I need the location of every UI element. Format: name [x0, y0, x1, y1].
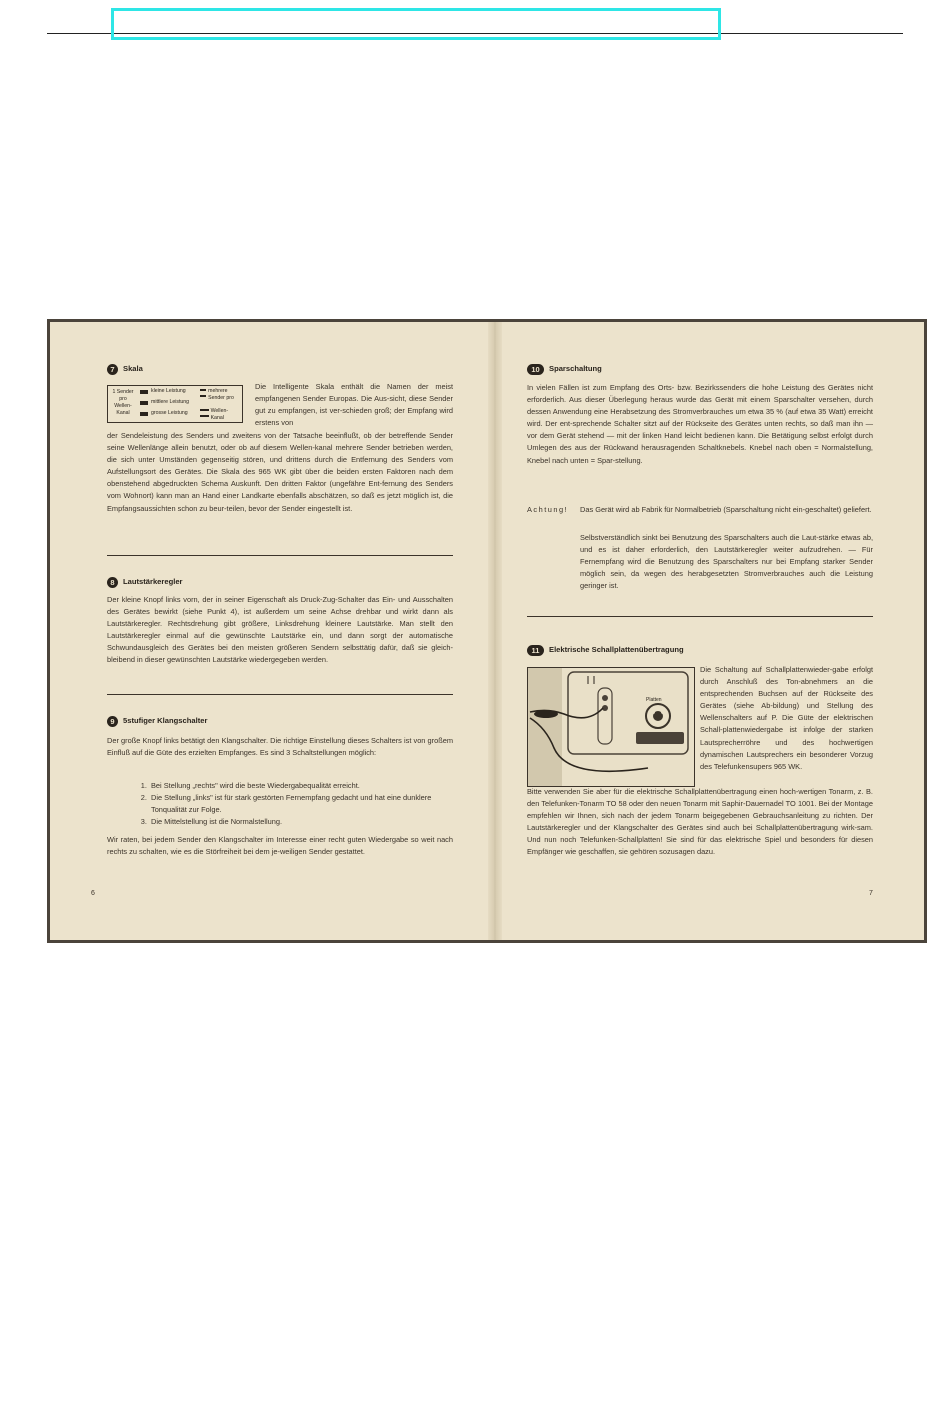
list-item: 2. Die Stellung „links" ist für stark gestörten Fernempfang gedacht und hat eine dunklere Tonqualität zur Folge.: [149, 792, 467, 816]
scale-legend-right-top: mehrere Sender pro: [200, 388, 240, 402]
section-8-title: Lautstärkeregler: [123, 577, 183, 586]
section-10-body: In vielen Fällen ist zum Empfang des Orts- bzw. Bezirkssenders die hohe Leistung des Gerätes nicht erforderlich. Aus dieser Überlegung heraus wurde das Gerät mit einem Sparschalter versehen, durch dessen Anwendung eine Herabsetzung des Stromverbrauches um etwa 35 % (auf etwa 35 Watt) erreicht wird. Der ent-sprechende Schalter sitzt auf der Rückseite des Gerätes unten rechts, so daß man ihn — vor dem Gerät stehend — mit der linken Hand leicht bedienen kann. Die Betätigung selbst erfolgt durch Umlegen des aus der Rückwand herausragenden Schaltknebels. Knebel nach oben = Normalstellung, Knebel nach unten = Spar-stellung.: [527, 383, 873, 465]
left-page: [91, 319, 453, 943]
scale-legend-right: [200, 388, 240, 422]
section-10-title: Sparschaltung: [549, 364, 602, 373]
selection-highlight-box[interactable]: [111, 8, 721, 40]
section-9-closing: Wir raten, bei jedem Sender den Klangschalter im Interesse einer recht guten Wiedergabe so weit nach rechts zu schalten, wie es die Störfreiheit bei dem je-weiligen Sender gestattet.: [107, 835, 453, 857]
scale-legend-right-bottom: Wellen-Kanal: [200, 408, 240, 422]
section-9-heading: [107, 715, 207, 727]
scale-legend-rows: [140, 388, 198, 421]
scale-legend-row-label: kleine Leistung: [151, 388, 186, 394]
bar-icon: [140, 401, 148, 405]
section-10-note: Selbstverständlich sinkt bei Benutzung des Sparschalters auch die Laut-stärke etwas ab, und es ist daher erforderlich, den Lautstärkeregler weiter aufzudrehen. — Für Fernempfang wird die Benutzung des Sparschalters nur bei Empfang starker Sender möglich sein, da wegen des herabgesetzten Stromverbrauches auch die Leistung geringer ist.: [580, 533, 873, 591]
booklet-gutter: [488, 319, 502, 943]
bar-icon: [140, 390, 148, 394]
section-10-number: 10: [527, 364, 544, 375]
section-11-intro: Die Schaltung auf Schallplattenwieder-gabe erfolgt durch Anschluß des Ton-abnehmers an die entsprechenden Buchsen auf der Rückseite des Gerätes (siehe Ab-bildung) und Stellung des Wellenschalters auf P. Die Güte der elektrischen Schall-plattenwiedergabe ist infolge der starken Lautsprecherröhre und des hochwertigen dynamischen Lautsprechers ein besonderer Vorzug des Telefunkensupers 965 WK.: [700, 665, 873, 771]
section-10-heading: [527, 363, 602, 375]
section-11-body: Bitte verwenden Sie aber für die elektrische Schallplattenübertragung einen hoch-wertigen Tonarm, z. B. den Telefunken-Tonarm TO 58 oder den neuen Tonarm mit Saphir-Dauernadel TO 1001. Bei der Montage empfehlen wir Ihnen, sich nach der jedem Tonarm beigegebenen Gebrauchsanleitung zu richten. Der Lautstärkeregler und der Klangschalter des Gerätes sind auch bei Schallplattenübertragung wirk-sam. Und nun noch Telefunken-Schallplatten! Sie sind für das elektrische Spiel und besonders für diesen Empfänger wie geschaffen, sie gehören sozusagen dazu.: [527, 787, 873, 857]
section-divider: [527, 616, 873, 617]
section-7-number: 7: [107, 364, 118, 375]
scale-legend-row: [140, 410, 198, 417]
scale-legend-row: [140, 399, 198, 406]
scanned-booklet-spread: [47, 319, 927, 943]
section-11-number: 11: [527, 645, 544, 656]
page-number-left: 6: [91, 890, 95, 897]
section-9-number: 9: [107, 716, 118, 727]
list-item: 1. Bei Stellung „rechts" wird die beste Wiedergabequalität erreicht.: [149, 780, 467, 792]
scale-legend-diagram: [107, 385, 243, 423]
section-8-number: 8: [107, 577, 118, 588]
photo-label: Platten: [646, 697, 662, 703]
scale-legend-left-label: 1 Sender pro Wellen-Kanal: [112, 389, 134, 416]
double-bar-icon: [200, 409, 209, 417]
page-number-right: 7: [869, 890, 873, 897]
section-9-title: 5stufiger Klangschalter: [123, 716, 208, 725]
section-8-body: Der kleine Knopf links vorn, der in seiner Eigenschaft als Druck-Zug-Schalter das Ein- und Ausschalten des Gerätes bewirkt (siehe Punkt 4), ist außerdem um seine Achse drehbar und wirkt dann als Lautstärkeregler. Rechtsdrehung gibt größere, Linksdrehung kleinere Lautstärke. Man stellt den Lautstärkeregler einmal auf die gewünschte Lautstärke ein, und dann sorgt der automatische Schwundausgleich des Gerätes bei den meisten größeren Sendern selbsttätig dafür, daß sie gleich-bleibend in dieser gewünschten Lautstärke wiedergegeben werden.: [107, 595, 453, 665]
section-divider: [107, 694, 453, 695]
section-7-heading: [107, 363, 143, 375]
list-item: 3. Die Mittelstellung ist die Normalstellung.: [149, 816, 467, 828]
section-7-body: der Sendeleistung des Senders und zweitens von der Tatsache beeinflußt, ob der betreffende Sender seine Wellenlänge allein benutzt, oder ob auf diesem Wellen-kanal mehrere Sender betrieben werden, die sich unter Umständen gegenseitig stören, und drittens durch die Entfernung des Senders vom Aufstellungsort des Gerätes. Die Skala des 965 WK gibt über die beiden ersten Faktoren nach dem obenstehend abgedruckten Schema Auskunft. Den dritten Faktor (ungefähre Ent-fernung des Senders vom Wohnort) kann man an Hand einer Landkarte ebenfalls abschätzen, so daß es jetzt möglich ist, die Empfangsaussichten schon zu beur-teilen, bevor der Sender eingestellt ist.: [107, 431, 453, 513]
section-7-title: Skala: [123, 364, 143, 373]
bar-icon: [140, 412, 148, 416]
connection-illustration-icon: [528, 668, 694, 786]
scale-legend-row-label: grosse Leistung: [151, 410, 188, 416]
record-player-connection-photo: [527, 667, 695, 787]
right-page: [527, 319, 873, 943]
scale-legend-row: [140, 388, 198, 395]
section-8-heading: [107, 576, 183, 588]
section-7-intro: Die Intelligente Skala enthält die Namen der meist empfangenen Sender Europas. Die Aus-sicht, diese Sender gut zu empfangen, ist ver-schieden groß; der Empfang wird erstens von: [255, 382, 453, 428]
achtung-text: Das Gerät wird ab Fabrik für Normalbetrieb (Sparschaltung nicht ein-geschaltet) geliefert.: [580, 505, 872, 514]
double-bar-icon: [200, 389, 206, 397]
section-11-title: Elektrische Schallplattenübertragung: [549, 645, 684, 654]
section-11-heading: [527, 644, 684, 656]
achtung-label: Achtung!: [527, 505, 569, 514]
section-divider: [107, 555, 453, 556]
scale-legend-row-label: mittlere Leistung: [151, 399, 190, 405]
switch-positions-list: [135, 780, 467, 828]
section-9-body: Der große Knopf links betätigt den Klangschalter. Die richtige Einstellung dieses Schalters ist von großem Einfluß auf die Güte des erzielten Empfanges. Es sind 3 Schaltstellungen möglich:: [107, 736, 453, 758]
